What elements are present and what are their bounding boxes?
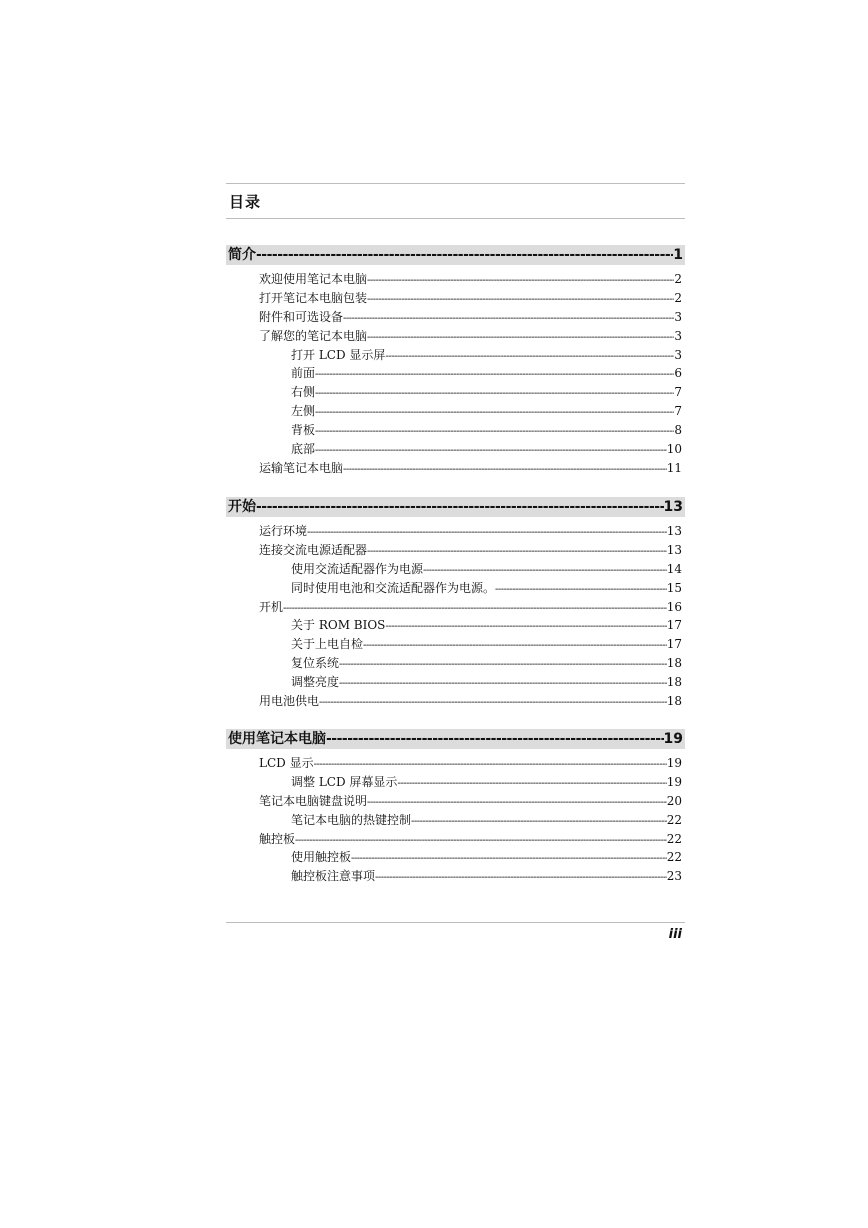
entry-label: 左侧 — [291, 404, 316, 419]
entry-page: 13 — [666, 524, 682, 538]
dot-leader — [411, 813, 667, 830]
dot-leader — [307, 524, 667, 541]
toc-subentry[interactable] — [226, 364, 685, 383]
entry-label: 笔记本电脑的热键控制 — [291, 812, 412, 827]
dot-leader — [314, 756, 667, 773]
toc-header — [226, 183, 685, 219]
entry-page: 17 — [666, 618, 682, 633]
entry-label: 运输笔记本电脑 — [259, 460, 344, 475]
entry-page: 18 — [666, 675, 682, 690]
entry-label: 调整 LCD 屏幕显示 — [291, 774, 398, 789]
entry-label: 运行环境 — [259, 524, 308, 538]
toc-subentry[interactable] — [226, 402, 685, 421]
entry-page: 19 — [666, 756, 682, 770]
toc-section-intro — [226, 245, 685, 478]
toc-title: 目录 — [229, 192, 262, 211]
entry-page: 7 — [674, 385, 682, 400]
dot-leader — [343, 310, 674, 327]
dot-leader — [339, 656, 667, 673]
entry-page: 2 — [674, 272, 682, 286]
dot-leader — [367, 794, 667, 811]
dot-leader — [326, 729, 664, 749]
entry-label: 关于 ROM BIOS — [291, 618, 386, 633]
entry-page: 15 — [666, 580, 682, 595]
dot-leader — [315, 442, 667, 459]
dot-leader — [367, 272, 674, 289]
dot-leader — [385, 348, 674, 365]
chapter-title: 简介 — [228, 247, 256, 263]
chapter-title: 开始 — [228, 499, 256, 515]
dot-leader — [363, 637, 667, 654]
toc-subentry[interactable] — [226, 848, 685, 867]
dot-leader — [315, 385, 674, 402]
dot-leader — [375, 869, 667, 886]
toc-entry[interactable] — [226, 308, 685, 327]
entry-label: 底部 — [291, 442, 316, 457]
toc-entry[interactable] — [226, 598, 685, 617]
dot-leader — [315, 423, 674, 440]
entry-page: 17 — [666, 637, 682, 652]
toc-subentry[interactable] — [226, 673, 685, 692]
entry-label: 关于上电自检 — [291, 637, 364, 652]
dot-leader — [319, 694, 667, 711]
toc-entry[interactable] — [226, 459, 685, 478]
dot-leader — [385, 618, 666, 635]
toc-subentry[interactable] — [226, 579, 685, 598]
entry-label: 前面 — [291, 366, 316, 381]
toc-subentry[interactable] — [226, 654, 685, 673]
toc-section-start — [226, 497, 685, 711]
entry-label: 打开 LCD 显示屏 — [291, 347, 386, 362]
entry-page: 3 — [674, 328, 682, 343]
toc-subentry[interactable] — [226, 560, 685, 579]
toc-entry[interactable] — [226, 327, 685, 346]
dot-leader — [339, 675, 667, 692]
toc-subentry[interactable] — [226, 773, 685, 792]
entry-page: 22 — [666, 831, 682, 846]
entry-page: 13 — [666, 542, 682, 557]
entry-label: 笔记本电脑键盘说明 — [259, 793, 368, 808]
toc-subentry[interactable] — [226, 421, 685, 440]
dot-leader — [343, 461, 667, 478]
chapter-page-number: 1 — [673, 247, 683, 263]
toc-entry[interactable] — [226, 289, 685, 308]
entry-page: 14 — [666, 561, 682, 576]
dot-leader — [283, 600, 667, 617]
entry-label: 欢迎使用笔记本电脑 — [259, 272, 368, 286]
chapter-heading[interactable] — [226, 245, 685, 265]
entry-label: 连接交流电源适配器 — [259, 542, 368, 557]
toc-entry[interactable] — [226, 270, 685, 289]
entry-page: 19 — [666, 774, 682, 789]
dot-leader — [423, 562, 667, 579]
page-footer — [226, 922, 685, 942]
dot-leader — [367, 329, 674, 346]
entry-page: 8 — [674, 423, 682, 438]
dot-leader — [315, 366, 674, 383]
entry-label: 开机 — [259, 599, 284, 614]
toc-subentry[interactable] — [226, 616, 685, 635]
dot-leader — [295, 832, 667, 849]
dot-leader — [315, 404, 674, 421]
entry-label: 使用触控板 — [291, 850, 352, 865]
toc-subentry[interactable] — [226, 867, 685, 886]
entry-label: 调整亮度 — [291, 675, 340, 690]
entry-label: 触控板注意事项 — [291, 869, 376, 884]
toc-subentry[interactable] — [226, 383, 685, 402]
page-number: iii — [668, 927, 682, 942]
entry-page: 23 — [666, 869, 682, 884]
toc-subentry[interactable] — [226, 440, 685, 459]
entry-label: 打开笔记本电脑包装 — [259, 290, 368, 305]
toc-entry[interactable] — [226, 541, 685, 560]
entry-page: 20 — [666, 793, 682, 808]
entry-page: 22 — [666, 812, 682, 827]
toc-entry[interactable] — [226, 830, 685, 849]
chapter-title: 使用笔记本电脑 — [228, 731, 326, 747]
dot-leader — [256, 245, 673, 265]
entry-page: 3 — [674, 347, 682, 362]
entry-label: 复位系统 — [291, 656, 340, 671]
entry-page: 7 — [674, 404, 682, 419]
entry-page: 11 — [666, 460, 682, 475]
toc-entry[interactable] — [226, 792, 685, 811]
dot-leader — [397, 775, 666, 792]
toc-subentry[interactable] — [226, 346, 685, 365]
chapter-heading[interactable] — [226, 729, 685, 749]
entry-page: 2 — [674, 290, 682, 305]
dot-leader — [495, 581, 667, 598]
header-bottom-rule — [226, 218, 685, 219]
entry-label: 背板 — [291, 423, 316, 438]
entry-page: 18 — [666, 656, 682, 671]
entry-label: 右侧 — [291, 385, 316, 400]
chapter-page-number: 13 — [663, 499, 683, 515]
entry-label: 用电池供电 — [259, 694, 320, 709]
toc-entry[interactable] — [226, 522, 685, 541]
entry-page: 18 — [666, 694, 682, 709]
entry-page: 16 — [666, 599, 682, 614]
dot-leader — [367, 543, 667, 560]
entry-label: 同时使用电池和交流适配器作为电源。 — [291, 580, 496, 595]
dot-leader — [256, 497, 664, 517]
chapter-heading[interactable] — [226, 497, 685, 517]
entry-page: 3 — [674, 309, 682, 324]
entry-label: 附件和可选设备 — [259, 309, 344, 324]
toc-subentry[interactable] — [226, 635, 685, 654]
toc-subentry[interactable] — [226, 811, 685, 830]
toc-entry[interactable] — [226, 754, 685, 773]
entry-label: 了解您的笔记本电脑 — [259, 328, 368, 343]
entry-label: 使用交流适配器作为电源 — [291, 561, 424, 576]
entry-label: 触控板 — [259, 831, 296, 846]
entry-label: LCD 显示 — [259, 756, 314, 770]
dot-leader — [367, 291, 674, 308]
chapter-page-number: 19 — [663, 731, 683, 747]
dot-leader — [351, 850, 667, 867]
entry-page: 10 — [666, 442, 682, 457]
entry-page: 6 — [674, 366, 682, 381]
toc-section-using — [226, 729, 685, 886]
entry-page: 22 — [666, 850, 682, 865]
toc-title-bar — [226, 184, 685, 218]
toc-entry[interactable] — [226, 692, 685, 711]
